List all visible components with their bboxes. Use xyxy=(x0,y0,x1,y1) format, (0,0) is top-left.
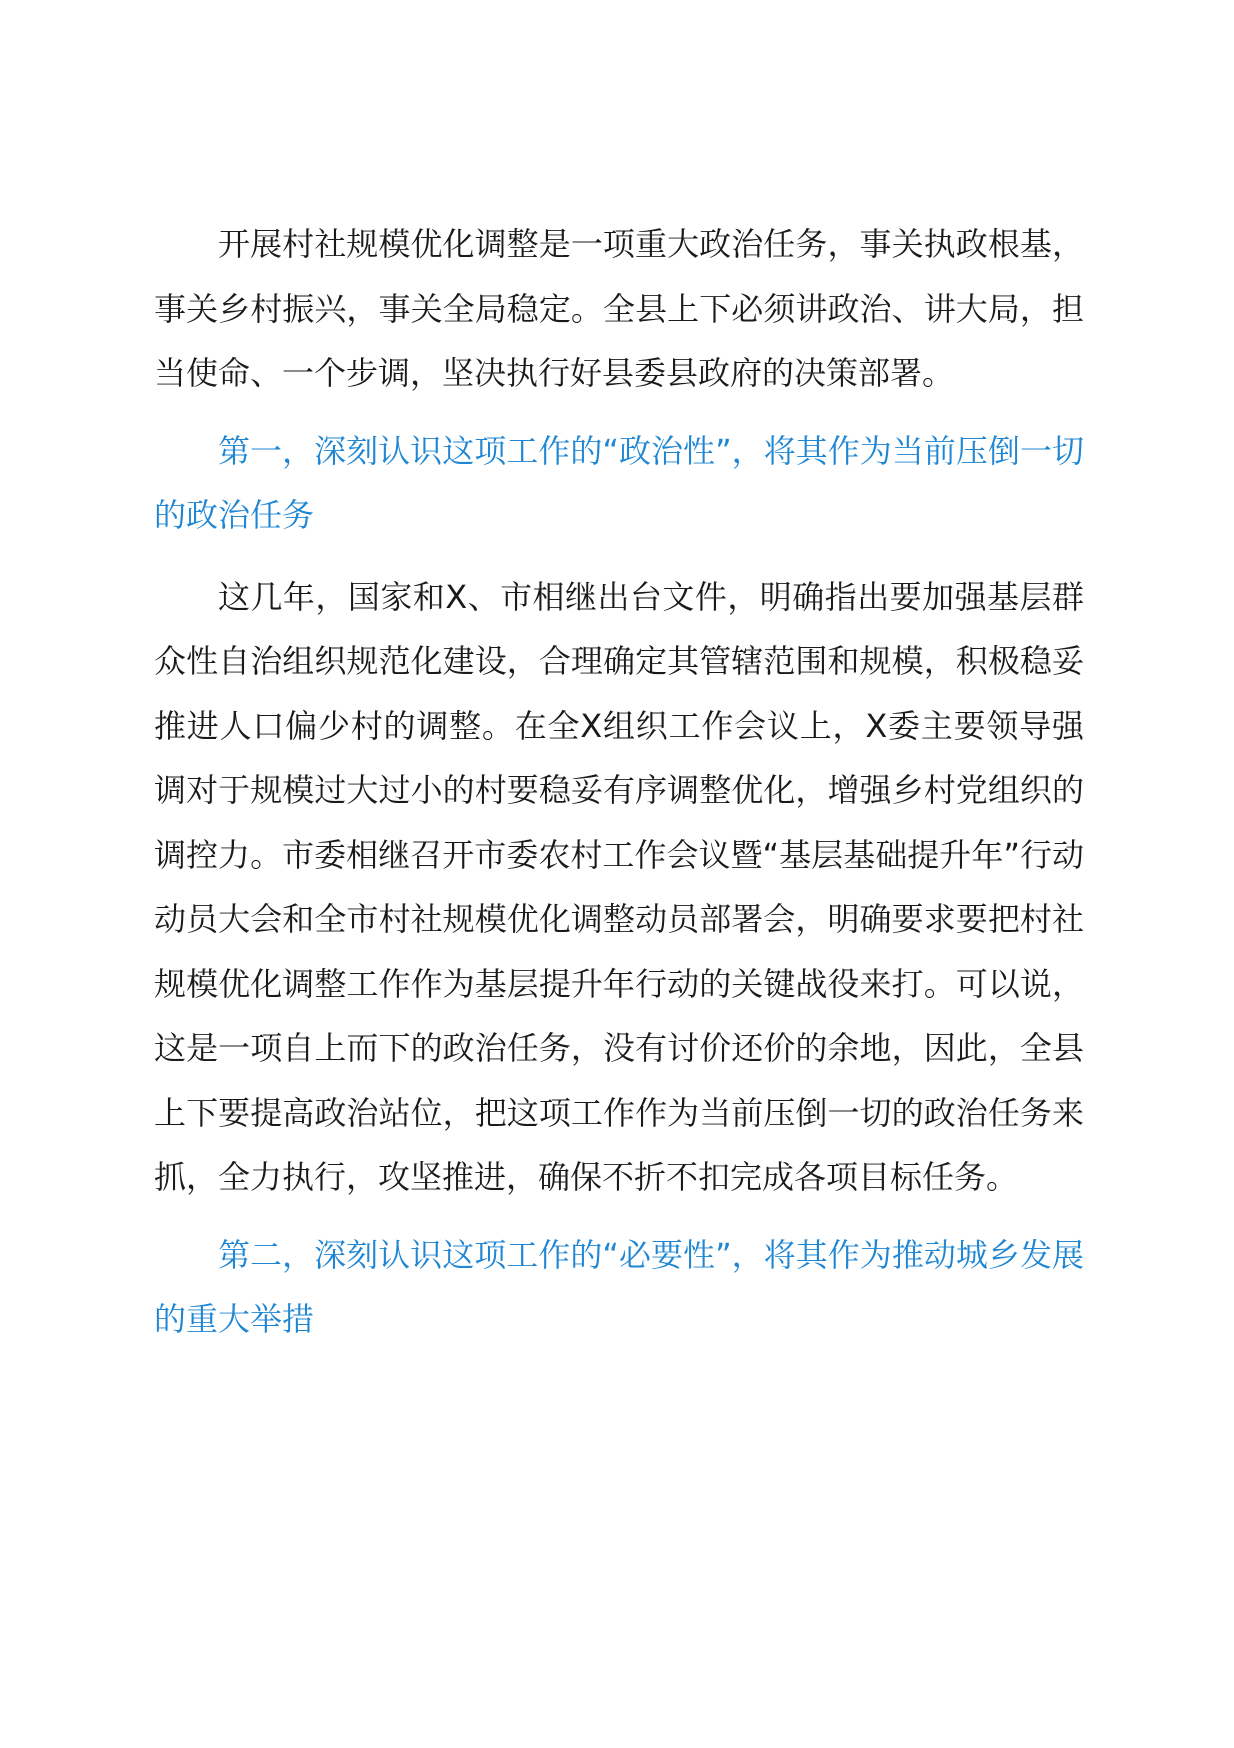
document-body xyxy=(154,212,1084,1352)
section-paragraph-1: 这几年，国家和X、市相继出台文件，明确指出要加强基层群众性自治组织规范化建设，合理确定其管辖范围和规模，积极稳妥推进人口偏少村的调整。在全X组织工作会议上，X委主要领导强调对于规模过大过小的村要稳妥有序调整优化，增强乡村党组织的调控力。市委相继召开市委农村工作会议暨“基层基础提升年”行动动员大会和全市村社规模优化调整动员部署会，明确要求要把村社规模优化调整工作作为基层提升年行动的关键战役来打。可以说，这是一项自上而下的政治任务，没有讨价还价的余地，因此，全县上下要提高政治站位，把这项工作作为当前压倒一切的政治任务来抓，全力执行，攻坚推进，确保不折不扣完成各项目标任务。 xyxy=(154,577,1084,1196)
section-heading-2: 第二，深刻认识这项工作的“必要性”，将其作为推动城乡发展的重大举措 xyxy=(154,1235,1084,1338)
intro-paragraph: 开展村社规模优化调整是一项重大政治任务，事关执政根基，事关乡村振兴，事关全局稳定。全县上下必须讲政治、讲大局，担当使命、一个步调，坚决执行好县委县政府的决策部署。 xyxy=(154,225,1084,392)
section-heading-1: 第一，深刻认识这项工作的“政治性”，将其作为当前压倒一切的政治任务 xyxy=(154,431,1084,534)
